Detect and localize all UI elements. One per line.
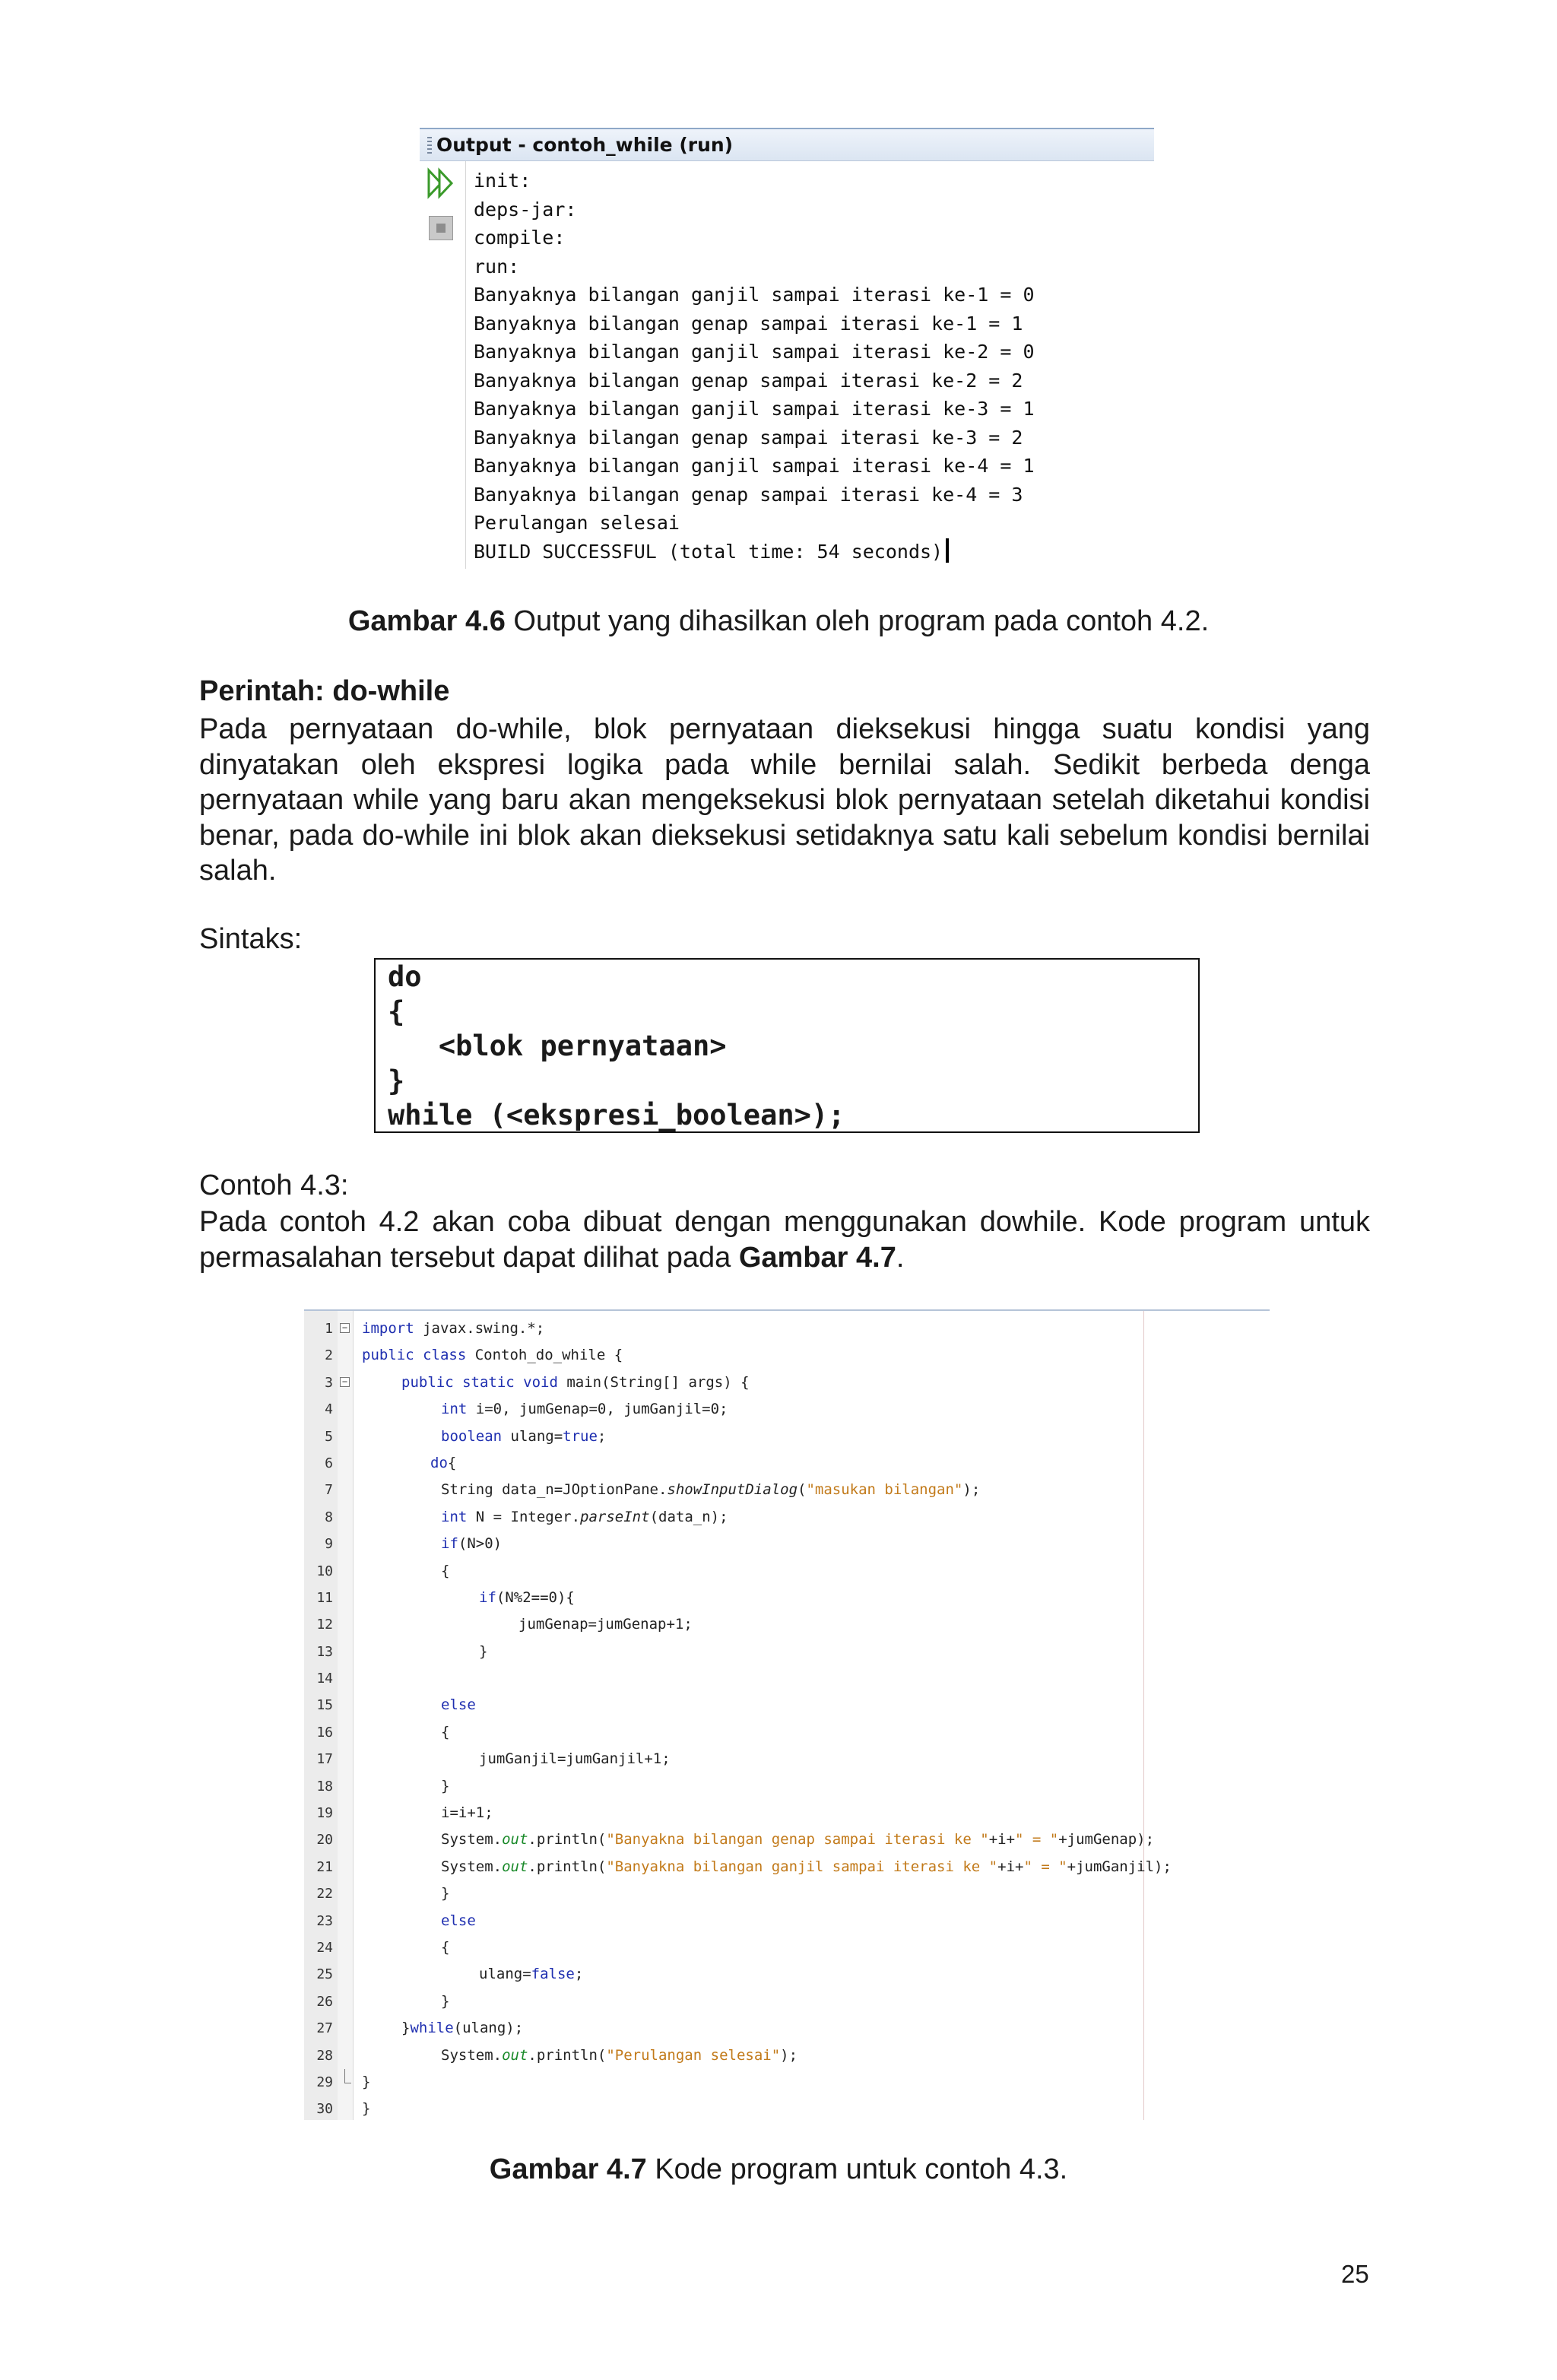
code-rows (304, 1315, 1270, 2120)
figure-4-7-caption (0, 2153, 1557, 2186)
output-body (420, 161, 1154, 569)
code-text: jumGenap=jumGenap+1; (518, 1616, 693, 1633)
code-text: { (441, 1562, 450, 1579)
code-token: ); (780, 2046, 798, 2064)
code-literal: false (531, 1966, 575, 1983)
code-line (304, 1611, 1270, 1638)
code-line (304, 1504, 1270, 1531)
line-number: 28 (316, 2047, 333, 2064)
code-line (304, 1369, 1270, 1396)
syntax-label: Sintaks: (199, 923, 303, 955)
code-line (304, 2042, 1270, 2069)
code-keyword: int (441, 1508, 468, 1525)
line-number: 30 (316, 2101, 333, 2118)
code-string: "Banyakna bilangan genap sampai iterasi ke " (606, 1831, 989, 1848)
code-text: { (441, 1938, 450, 1956)
line-number: 11 (316, 1589, 333, 1606)
code-token: i=0, jumGenap=0, jumGanjil=0; (467, 1401, 728, 1418)
code-text (362, 1531, 502, 1557)
line-number: 3 (325, 1374, 333, 1391)
code-keyword: do (430, 1454, 448, 1471)
code-string: " = " (1015, 1831, 1059, 1848)
code-line (304, 1342, 1270, 1369)
code-line (304, 1585, 1270, 1611)
console-line: compile: (474, 227, 566, 249)
syntax-line: } (388, 1064, 405, 1097)
code-token: ; (597, 1427, 607, 1445)
line-number: 5 (325, 1428, 333, 1445)
code-token: (N%2==0){ (496, 1588, 575, 1606)
code-text: } (362, 2073, 371, 2090)
example-label: Contoh 4.3: (199, 1169, 349, 1201)
code-text (362, 1342, 623, 1369)
code-line (304, 1746, 1270, 1772)
code-line (304, 1450, 1270, 1477)
code-text: } (362, 2100, 371, 2118)
console-line: Banyaknya bilangan genap sampai iterasi ke-2 = 2 (474, 369, 1023, 392)
line-number: 8 (325, 1509, 333, 1525)
code-text (362, 1854, 1172, 1880)
code-string: "Perulangan selesai" (606, 2046, 781, 2064)
fold-end-icon (344, 2069, 351, 2083)
code-token: +i+ (988, 1831, 1016, 1848)
line-number: 17 (316, 1751, 333, 1768)
code-text (362, 2015, 523, 2042)
code-editor (304, 1309, 1270, 2120)
line-number: 1 (325, 1321, 333, 1337)
section-paragraph: Pada pernyataan do-while, blok pernyataan dieksekusi hingga suatu kondisi yang dinyatakan oleh ekspresi logika pada while bernilai salah. Sedikit berbeda denga pernyataan while yang baru akan mengeksekusi blok pernyataan setelah diketahui kondisi benar, pada do-while ini blok akan dieksekusi setidaknya satu kali sebelum kondisi bernilai salah. (199, 713, 1370, 887)
code-line (304, 1558, 1270, 1585)
line-number: 15 (316, 1697, 333, 1714)
stop-icon[interactable] (429, 216, 453, 240)
code-keyword: int (441, 1401, 468, 1418)
code-method: showInputDialog (667, 1481, 798, 1499)
line-number: 12 (316, 1617, 333, 1633)
code-text (362, 1369, 750, 1396)
console-line: Banyaknya bilangan genap sampai iterasi ke-1 = 1 (474, 312, 1023, 335)
code-line (304, 1423, 1270, 1450)
code-line (304, 1531, 1270, 1557)
code-text (362, 1585, 575, 1611)
caption-text: Kode program untuk contoh 4.3. (646, 2153, 1068, 2185)
code-string: " = " (1023, 1858, 1067, 1875)
code-token: { (447, 1454, 457, 1471)
code-token: ( (798, 1481, 807, 1499)
line-number: 25 (316, 1966, 333, 1983)
code-token: .println( (528, 1858, 607, 1875)
code-line (304, 1477, 1270, 1503)
code-token: System. (441, 2046, 503, 2064)
code-line (304, 1961, 1270, 1988)
code-token: ulang= (479, 1966, 531, 1983)
code-line (304, 1854, 1270, 1880)
code-keyword: public static void (401, 1373, 558, 1391)
code-token: System. (441, 1831, 503, 1848)
line-number: 13 (316, 1643, 333, 1660)
page-number: 25 (1341, 2260, 1369, 2288)
code-keyword: else (441, 1696, 476, 1714)
console-line: run: (474, 255, 520, 278)
syntax-line: do (388, 960, 422, 993)
code-keyword: import (362, 1320, 414, 1337)
code-token: javax.swing.*; (414, 1320, 545, 1337)
line-number: 27 (316, 2020, 333, 2037)
code-text (362, 1315, 544, 1342)
fold-collapse-icon[interactable]: − (340, 1377, 350, 1387)
caption-label: Gambar 4.6 (347, 605, 506, 637)
code-line (304, 1988, 1270, 2015)
code-line (304, 1396, 1270, 1423)
console-line: Banyaknya bilangan genap sampai iterasi ke-3 = 2 (474, 426, 1023, 449)
line-number: 7 (325, 1482, 333, 1499)
code-token: +jumGanjil); (1067, 1858, 1172, 1875)
code-keyword: else (441, 1912, 476, 1929)
line-number: 21 (316, 1858, 333, 1875)
output-window-title: Output - contoh_while (run) (436, 134, 734, 156)
syntax-box (374, 958, 1200, 1133)
code-text: { (441, 1723, 450, 1741)
code-text (362, 1396, 728, 1423)
code-keyword: public class (362, 1347, 467, 1364)
example-text-end: . (896, 1241, 905, 1274)
code-line (304, 1692, 1270, 1718)
output-console (466, 161, 1035, 569)
code-line (304, 1880, 1270, 1907)
code-text: } (441, 1885, 450, 1902)
code-line (304, 1639, 1270, 1665)
console-line: init: (474, 170, 531, 192)
line-number: 6 (325, 1455, 333, 1471)
code-text: } (441, 1777, 450, 1795)
caption-label: Gambar 4.7 (489, 2153, 647, 2185)
code-token: main(String[] args) { (557, 1373, 750, 1391)
output-toolbar (420, 161, 466, 569)
code-field: out (502, 2046, 528, 2064)
console-line: Banyaknya bilangan genap sampai iterasi ke-4 = 3 (474, 483, 1023, 506)
line-number: 20 (316, 1832, 333, 1848)
code-line (304, 1800, 1270, 1826)
console-line-text: BUILD SUCCESSFUL (total time: 54 seconds) (474, 540, 943, 563)
code-field: out (502, 1858, 528, 1875)
code-line (304, 1773, 1270, 1800)
code-token: .println( (528, 1831, 607, 1848)
syntax-line: { (388, 995, 405, 1028)
code-line (304, 1315, 1270, 1342)
line-number: 24 (316, 1939, 333, 1956)
code-token: ulang= (502, 1427, 563, 1445)
code-keyword: boolean (441, 1427, 503, 1445)
code-string: "Banyakna bilangan ganjil sampai iterasi ke " (606, 1858, 998, 1875)
console-line: Banyaknya bilangan ganjil sampai iterasi ke-3 = 1 (474, 398, 1035, 420)
line-number: 22 (316, 1886, 333, 1902)
code-text (362, 1826, 1154, 1853)
code-token: +i+ (997, 1858, 1024, 1875)
code-line (304, 2069, 1270, 2096)
code-keyword: if (441, 1535, 458, 1553)
code-text: i=i+1; (441, 1804, 493, 1822)
code-line (304, 1934, 1270, 1961)
console-line: Banyaknya bilangan ganjil sampai iterasi ke-2 = 0 (474, 341, 1035, 363)
code-line (304, 1665, 1270, 1692)
line-number: 2 (325, 1347, 333, 1364)
code-text (362, 1961, 583, 1988)
code-keyword: if (479, 1588, 496, 1606)
line-number: 19 (316, 1805, 333, 1822)
code-token: } (401, 2020, 411, 2037)
code-line (304, 1826, 1270, 1853)
code-token: ); (962, 1481, 981, 1499)
code-token: +jumGenap); (1058, 1831, 1155, 1848)
code-line (304, 1719, 1270, 1746)
fold-collapse-icon[interactable]: − (340, 1323, 350, 1333)
code-token: System. (441, 1858, 503, 1875)
code-field: out (502, 1831, 528, 1848)
console-line-last (474, 538, 1035, 566)
line-number: 10 (316, 1563, 333, 1579)
code-token: Contoh_do_while { (466, 1347, 623, 1364)
code-method: parseInt (580, 1508, 650, 1525)
code-line (304, 2096, 1270, 2120)
code-text (362, 1450, 456, 1477)
example-text: Pada contoh 4.2 akan coba dibuat dengan menggunakan dowhile. Kode program untuk permasalahan tersebut dapat dilihat pada (199, 1206, 1370, 1274)
text-caret (946, 538, 949, 563)
line-number: 14 (316, 1671, 333, 1687)
section-heading: Perintah: do-while (199, 675, 450, 707)
code-literal: true (563, 1427, 598, 1445)
code-keyword: while (410, 2020, 454, 2037)
run-icon[interactable] (426, 167, 458, 199)
code-text: jumGanjil=jumGanjil+1; (479, 1750, 671, 1768)
output-window (420, 128, 1154, 569)
code-text: } (441, 1992, 450, 2010)
caption-text: Output yang dihasilkan oleh program pada contoh 4.2. (505, 605, 1210, 637)
code-token: (data_n); (649, 1508, 728, 1525)
line-number: 4 (325, 1401, 333, 1418)
output-titlebar (420, 129, 1154, 161)
line-number: 18 (316, 1778, 333, 1795)
line-number: 16 (316, 1724, 333, 1741)
syntax-line: while (<ekspresi_boolean>); (388, 1099, 845, 1131)
figure-reference: Gambar 4.7 (738, 1241, 896, 1274)
console-line: Banyaknya bilangan ganjil sampai iterasi ke-1 = 0 (474, 284, 1035, 306)
code-token: (N>0) (458, 1535, 503, 1553)
line-number: 26 (316, 1993, 333, 2010)
example-paragraph (199, 1204, 1370, 1275)
code-line (304, 2015, 1270, 2042)
code-token: String data_n=JOptionPane. (441, 1481, 668, 1499)
code-line (304, 1908, 1270, 1934)
code-token: ; (574, 1966, 584, 1983)
code-token: (ulang); (453, 2020, 524, 2037)
line-number: 9 (325, 1536, 333, 1553)
line-number: 29 (316, 2074, 333, 2090)
code-text (362, 1423, 606, 1450)
code-text (362, 1477, 980, 1503)
code-text (362, 2042, 798, 2069)
syntax-line: <blok pernyataan> (388, 1030, 727, 1062)
console-line: Banyaknya bilangan ganjil sampai iterasi ke-4 = 1 (474, 455, 1035, 477)
code-string: "masukan bilangan" (806, 1481, 963, 1499)
code-token: N = Integer. (467, 1508, 581, 1525)
code-text (362, 1504, 728, 1531)
drag-grip-icon[interactable] (427, 137, 432, 154)
console-line: Perulangan selesai (474, 512, 680, 534)
code-token: .println( (528, 2046, 607, 2064)
line-number: 23 (316, 1912, 333, 1929)
code-text: } (479, 1642, 488, 1660)
figure-4-6-caption (0, 605, 1557, 638)
console-line: deps-jar: (474, 198, 577, 221)
